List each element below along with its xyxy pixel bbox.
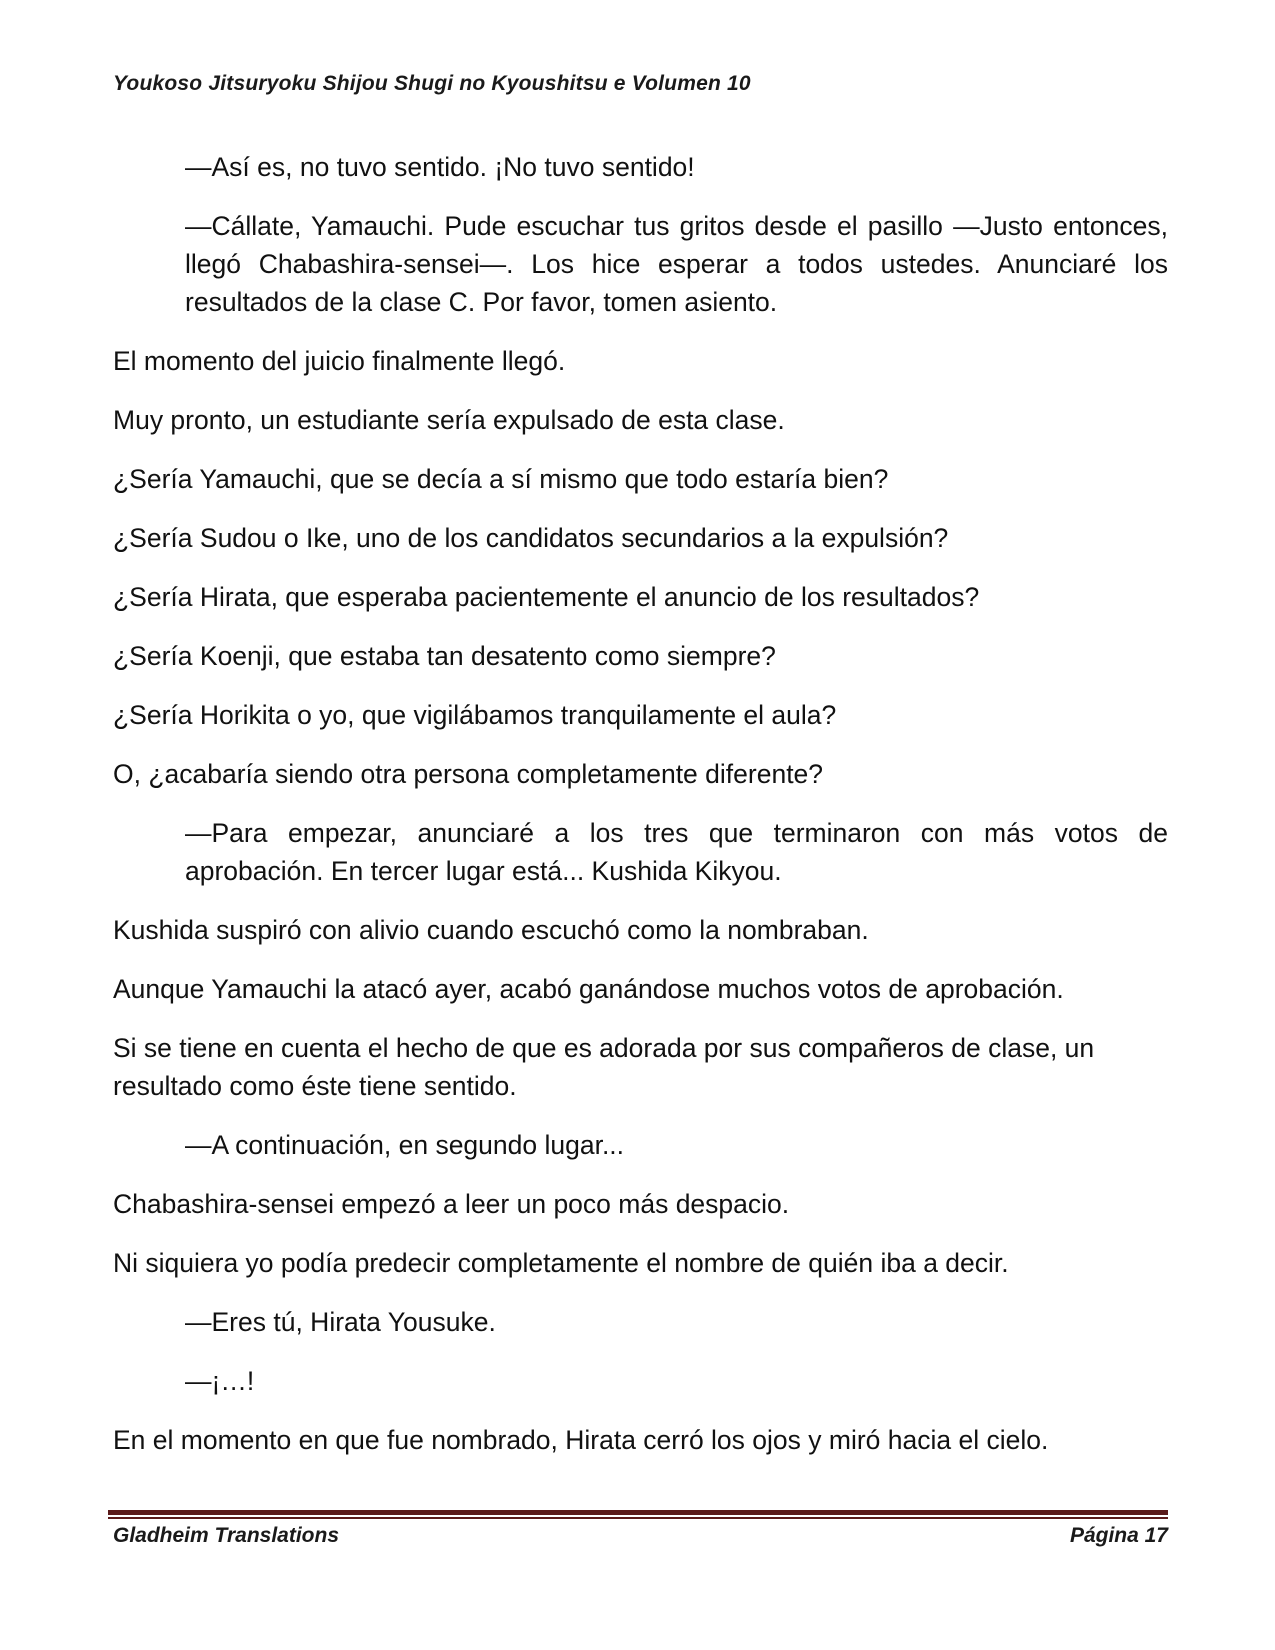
paragraph-dialog: —Cállate, Yamauchi. Pude escuchar tus gritos desde el pasillo —Justo entonces, llegó Chabashira-sensei—. Los hice esperar a todos ustedes. Anunciaré los resultados de la clase C. Por favor, tomen asiento.	[185, 211, 1168, 317]
paragraph-dialog: —Para empezar, anunciaré a los tres que terminaron con más votos de aprobación. En tercer lugar está... Kushida Kikyou.	[185, 818, 1168, 886]
paragraph: Kushida suspiró con alivio cuando escuchó como la nombraban.	[113, 915, 869, 945]
paragraph-dialog: —A continuación, en segundo lugar...	[185, 1130, 625, 1160]
paragraph-dialog: —Eres tú, Hirata Yousuke.	[185, 1307, 496, 1337]
footer-divider	[108, 1510, 1168, 1519]
paragraph: Muy pronto, un estudiante sería expulsado de esta clase.	[113, 405, 785, 435]
paragraph: Ni siquiera yo podía predecir completamente el nombre de quién iba a decir.	[113, 1248, 1009, 1278]
paragraph: En el momento en que fue nombrado, Hirata cerró los ojos y miró hacia el cielo.	[113, 1425, 1049, 1455]
page-header-title: Youkoso Jitsuryoku Shijou Shugi no Kyoushitsu e Volumen 10	[113, 72, 751, 95]
paragraph: Si se tiene en cuenta el hecho de que es adorada por sus compañeros de clase, un resultado como éste tiene sentido.	[113, 1033, 1095, 1101]
paragraph: ¿Sería Hirata, que esperaba pacientemente el anuncio de los resultados?	[113, 582, 980, 612]
paragraph: ¿Sería Sudou o Ike, uno de los candidatos secundarios a la expulsión?	[113, 523, 949, 553]
paragraph: ¿Sería Koenji, que estaba tan desatento como siempre?	[113, 641, 776, 671]
paragraph: ¿Sería Horikita o yo, que vigilábamos tranquilamente el aula?	[113, 700, 837, 730]
paragraph: Aunque Yamauchi la atacó ayer, acabó ganándose muchos votos de aprobación.	[113, 974, 1064, 1004]
document-body	[113, 148, 1168, 1480]
footer-credit: Gladheim Translations	[113, 1524, 340, 1547]
page-number: Página 17	[1069, 1524, 1168, 1547]
paragraph: O, ¿acabaría siendo otra persona completamente diferente?	[113, 759, 824, 789]
footer-divider-thin	[108, 1517, 1168, 1519]
paragraph-dialog: —¡…!	[185, 1366, 255, 1396]
paragraph: ¿Sería Yamauchi, que se decía a sí mismo que todo estaría bien?	[113, 464, 889, 494]
footer-divider-thick	[108, 1510, 1168, 1515]
paragraph-dialog: —Así es, no tuvo sentido. ¡No tuvo sentido!	[185, 152, 695, 182]
paragraph: El momento del juicio finalmente llegó.	[113, 346, 566, 376]
paragraph: Chabashira-sensei empezó a leer un poco más despacio.	[113, 1189, 790, 1219]
